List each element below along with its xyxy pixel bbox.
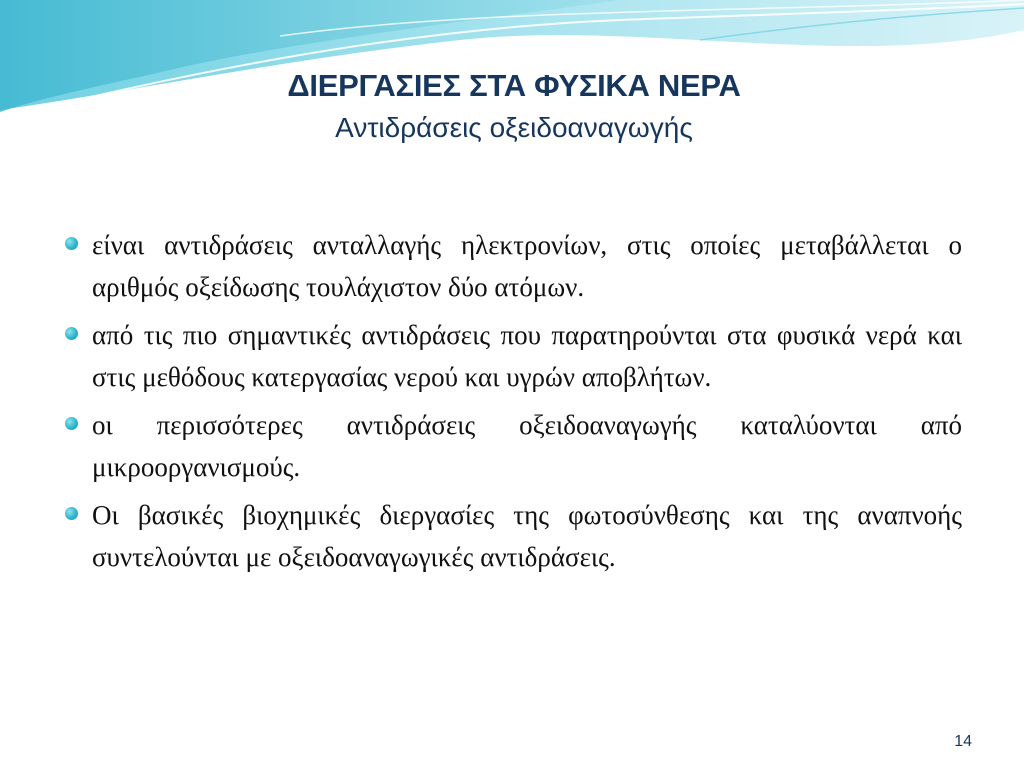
bullet-text: οι περισσότερες αντιδράσεις οξειδοαναγωγής καταλύονται από μικροοργανισμούς. — [92, 410, 962, 482]
bullet-item — [62, 224, 962, 308]
bullet-item — [62, 314, 962, 398]
bullet-item — [62, 494, 962, 578]
slide-subtitle: Αντιδράσεις οξειδοαναγωγής — [335, 112, 693, 143]
bullet-list — [62, 224, 962, 578]
bullet-dot-icon — [65, 417, 78, 430]
slide-content — [62, 224, 962, 584]
bullet-text: από τις πιο σημαντικές αντιδράσεις που παρατηρούνται στα φυσικά νερά και στις μεθόδους κατεργασίας νερού και υγρών αποβλήτων. — [92, 320, 962, 392]
bullet-dot-icon — [65, 237, 78, 250]
page-number: 14 — [954, 733, 972, 750]
bullet-dot-icon — [65, 327, 78, 340]
slide-title: ΔΙΕΡΓΑΣΙΕΣ ΣΤΑ ΦΥΣΙΚΑ ΝΕΡΑ — [287, 68, 741, 103]
bullet-text: Οι βασικές βιοχημικές διεργασίες της φωτοσύνθεσης και της αναπνοής συντελούνται με οξειδοαναγωγικές αντιδράσεις. — [92, 500, 962, 572]
bullet-text: είναι αντιδράσεις ανταλλαγής ηλεκτρονίων, στις οποίες μεταβάλλεται ο αριθμός οξείδωσης τουλάχιστον δύο ατόμων. — [92, 230, 962, 302]
bullet-item — [62, 404, 962, 488]
bullet-dot-icon — [65, 507, 78, 520]
title-block — [0, 64, 1024, 148]
